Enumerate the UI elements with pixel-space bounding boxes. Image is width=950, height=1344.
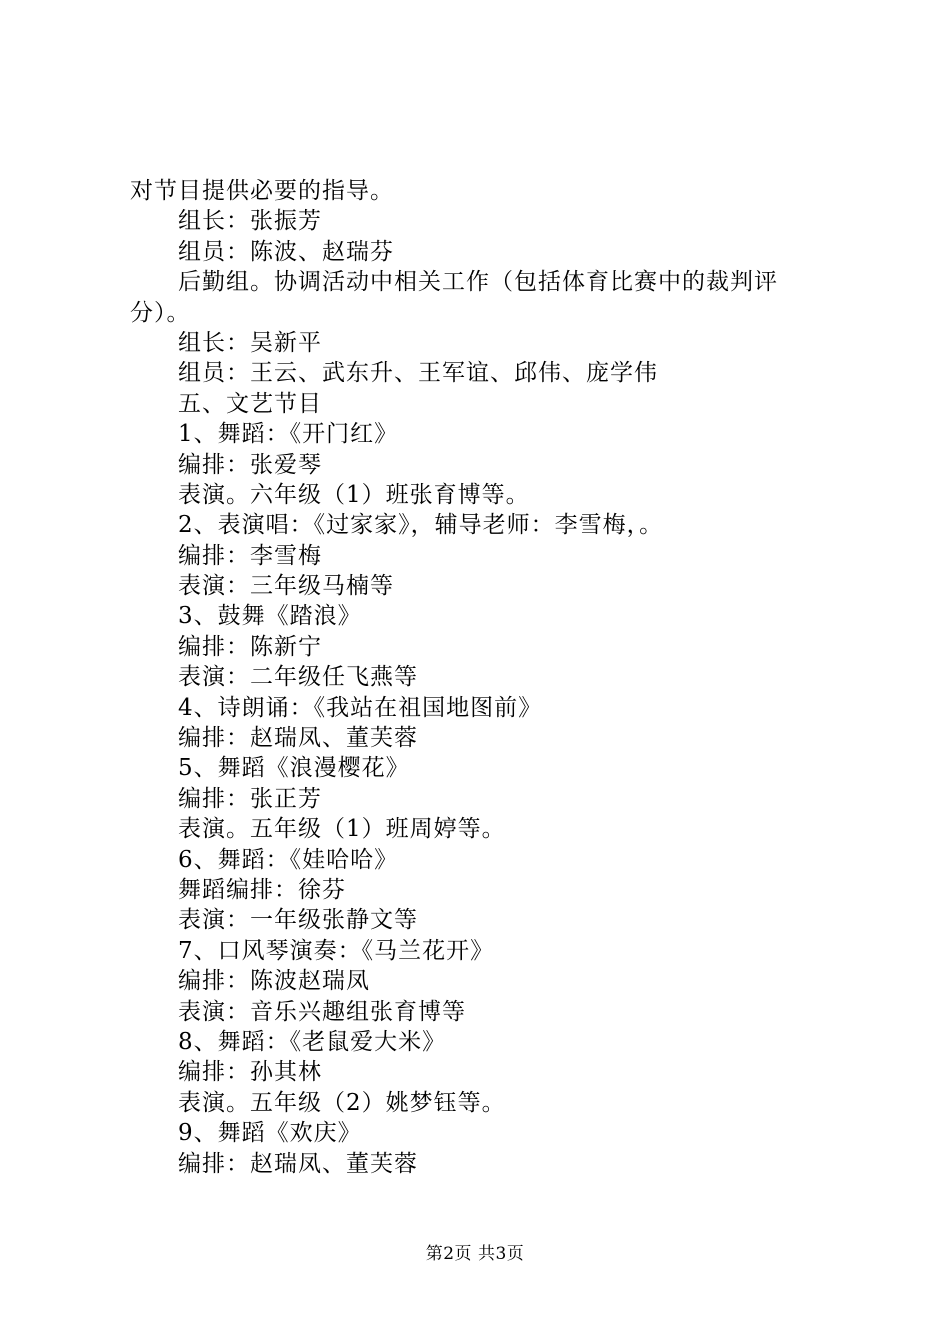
text-line: 编排：陈波赵瑞凤 xyxy=(178,968,370,995)
text-line: 组员：陈波、赵瑞芬 xyxy=(178,238,394,265)
text-line: 1、舞蹈：《开门红》 xyxy=(178,421,399,448)
text-line: 4、诗朗诵：《我站在祖国地图前》 xyxy=(178,694,543,721)
text-line: 表演：音乐兴趣组张育博等 xyxy=(178,998,466,1025)
text-line: 7、口风琴演奏：《马兰花开》 xyxy=(178,937,495,964)
text-line: 8、舞蹈：《老鼠爱大米》 xyxy=(178,1028,447,1055)
text-line: 后勤组。协调活动中相关工作（包括体育比赛中的裁判评 xyxy=(178,269,778,296)
text-line: 组员：王云、武东升、王军谊、邱伟、庞学伟 xyxy=(178,360,658,387)
document-body xyxy=(130,176,842,1179)
text-line: 表演：一年级张静文等 xyxy=(178,907,418,934)
text-line: 2、表演唱：《过家家》，辅导老师：李雪梅，。 xyxy=(178,512,664,539)
text-line: 3、鼓舞《踏浪》 xyxy=(178,603,362,630)
text-line: 6、舞蹈：《娃哈哈》 xyxy=(178,846,399,873)
text-line: 对节目提供必要的指导。 xyxy=(130,178,394,204)
section-heading: 五、文艺节目 xyxy=(178,390,322,417)
text-line: 组长：吴新平 xyxy=(178,329,322,356)
text-line: 9、舞蹈《欢庆》 xyxy=(178,1120,362,1147)
text-line: 编排：张爱琴 xyxy=(178,451,322,478)
text-line: 编排：李雪梅 xyxy=(178,542,322,569)
text-line: 表演：二年级任飞燕等 xyxy=(178,664,418,691)
text-line: 表演。六年级（1）班张育博等。 xyxy=(178,481,530,508)
text-line: 编排：赵瑞凤、董芙蓉 xyxy=(178,725,418,752)
text-line: 表演：三年级马楠等 xyxy=(178,573,394,600)
text-line: 5、舞蹈《浪漫樱花》 xyxy=(178,755,410,782)
text-line: 编排：孙其林 xyxy=(178,1059,322,1086)
text-line: 编排：陈新宁 xyxy=(178,633,322,660)
text-line: 舞蹈编排：徐芬 xyxy=(178,876,346,903)
text-line: 编排：张正芳 xyxy=(178,785,322,812)
page-footer: 第2页 共3页 xyxy=(425,1244,525,1264)
text-line: 表演。五年级（1）班周婷等。 xyxy=(178,816,506,843)
text-line: 分）。 xyxy=(130,299,191,326)
text-line: 编排：赵瑞凤、董芙蓉 xyxy=(178,1150,418,1177)
text-line: 表演。五年级（2）姚梦钰等。 xyxy=(178,1089,506,1116)
text-line: 组长：张振芳 xyxy=(178,208,322,235)
